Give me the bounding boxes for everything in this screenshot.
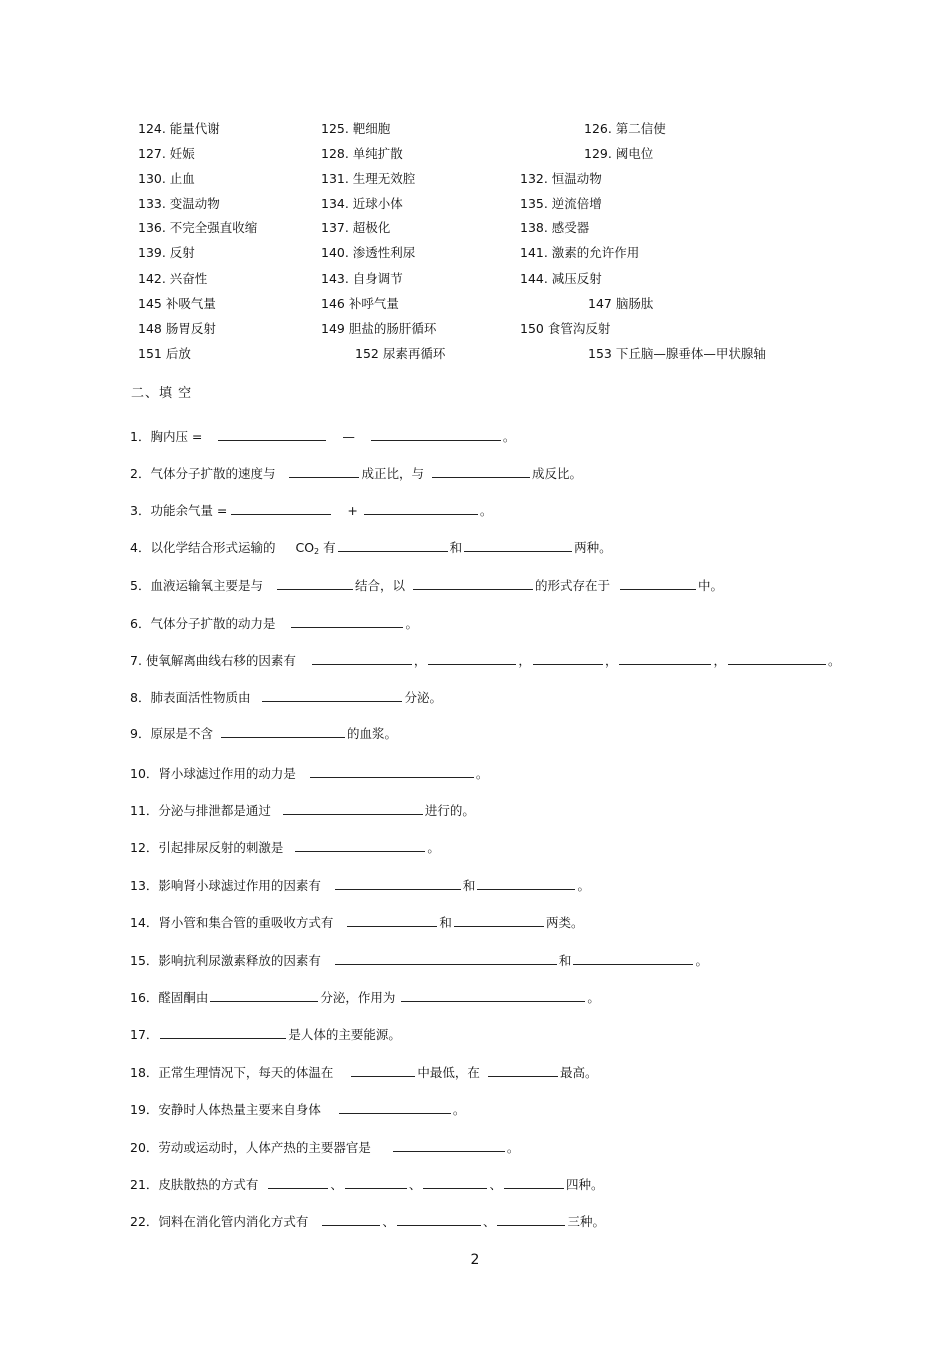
term-item: 133. 变温动物	[138, 196, 220, 211]
question-text: 18．正常生理情况下，每天的体温在	[130, 1065, 334, 1080]
answer-blank[interactable]	[413, 576, 533, 590]
term-item: 139. 反射	[138, 245, 195, 260]
answer-blank[interactable]	[347, 913, 437, 927]
question-item	[130, 1212, 605, 1231]
question-item	[130, 501, 492, 520]
question-text: 和	[558, 953, 572, 968]
term-item: 146 补呼气量	[321, 296, 399, 311]
question-text: 、	[489, 1177, 502, 1192]
question-text: 20．劳动或运动时，人体产热的主要器官是	[130, 1140, 371, 1155]
question-text: 、	[482, 1214, 496, 1229]
question-text: 16．醛固酮由	[130, 990, 209, 1005]
term-item: 131. 生理无效腔	[321, 171, 416, 186]
term-item: 148 肠胃反射	[138, 321, 216, 336]
answer-blank[interactable]	[339, 1100, 451, 1114]
term-item: 132. 恒温动物	[520, 171, 602, 186]
answer-blank[interactable]	[218, 427, 326, 441]
question-text: 中。	[698, 578, 724, 593]
answer-blank[interactable]	[283, 801, 423, 815]
term-item: 142. 兴奋性	[138, 271, 208, 286]
term-item: 129. 阈电位	[584, 146, 654, 161]
answer-blank[interactable]	[371, 427, 501, 441]
answer-blank[interactable]	[619, 651, 711, 665]
answer-blank[interactable]	[464, 538, 572, 552]
answer-blank[interactable]	[533, 651, 603, 665]
term-item: 150 食管沟反射	[520, 321, 611, 336]
question-text: 分泌，作用为	[320, 990, 396, 1005]
question-text: 3．功能余气量 =	[130, 503, 228, 518]
answer-blank[interactable]	[221, 724, 345, 738]
answer-blank[interactable]	[401, 988, 585, 1002]
term-item: 138. 感受器	[520, 220, 590, 235]
question-text: 11．分泌与排泄都是通过	[130, 803, 271, 818]
question-text: 最高。	[559, 1065, 598, 1080]
term-item: 135. 逆流倍增	[520, 196, 602, 211]
question-text: 。	[427, 840, 440, 855]
answer-blank[interactable]	[312, 651, 412, 665]
question-item	[130, 1100, 465, 1119]
term-item: 147 脑肠肽	[588, 296, 654, 311]
question-text: ，	[413, 653, 427, 668]
question-text: ，	[518, 653, 531, 668]
term-item: 127. 妊娠	[138, 146, 195, 161]
question-item	[130, 764, 488, 783]
question-text: 。	[479, 503, 493, 518]
answer-blank[interactable]	[364, 501, 478, 515]
term-item: 143. 自身调节	[321, 271, 403, 286]
answer-blank[interactable]	[310, 764, 474, 778]
term-item: 141. 激素的允许作用	[520, 245, 640, 260]
answer-blank[interactable]	[289, 464, 359, 478]
question-item	[130, 688, 442, 707]
question-text: 和	[439, 915, 452, 930]
question-text: 和	[462, 878, 476, 893]
answer-blank[interactable]	[345, 1175, 407, 1189]
question-text: 三种。	[567, 1214, 605, 1229]
question-text: 中最低，在	[417, 1065, 480, 1080]
question-item	[130, 876, 590, 895]
question-text: 。	[506, 1140, 520, 1155]
answer-blank[interactable]	[210, 988, 318, 1002]
question-text: 15．影响抗利尿激素释放的因素有	[130, 953, 321, 968]
answer-blank[interactable]	[393, 1138, 505, 1152]
answer-blank[interactable]	[322, 1212, 380, 1226]
question-text: 。	[475, 766, 489, 781]
question-text: 22．饲料在消化管内消化方式有	[130, 1214, 309, 1229]
question-item	[130, 1025, 401, 1044]
answer-blank[interactable]	[295, 838, 425, 852]
question-item	[130, 1063, 597, 1082]
question-text: 9．原尿是不含	[130, 726, 213, 741]
question-item	[130, 724, 397, 743]
question-item	[130, 1175, 603, 1194]
question-text: 分泌。	[404, 690, 442, 705]
question-item	[130, 951, 708, 970]
term-item: 126. 第二信使	[584, 121, 666, 136]
question-text: 、	[382, 1214, 395, 1229]
term-item: 136. 不完全强直收缩	[138, 220, 258, 235]
answer-blank[interactable]	[397, 1212, 481, 1226]
question-text: 和	[449, 540, 463, 555]
question-item	[130, 427, 515, 446]
question-text: 。	[502, 429, 516, 444]
question-text: 的血浆。	[346, 726, 397, 741]
question-text: 10．肾小球滤过作用的动力是	[130, 766, 296, 781]
term-item: 134. 近球小体	[321, 196, 403, 211]
answer-blank[interactable]	[428, 651, 516, 665]
question-text: 。	[587, 990, 600, 1005]
term-item: 145 补吸气量	[138, 296, 216, 311]
question-text: 、	[408, 1177, 422, 1192]
answer-blank[interactable]	[277, 576, 353, 590]
question-text: 是人体的主要能源。	[288, 1027, 401, 1042]
question-text: 两类。	[545, 915, 584, 930]
question-item	[130, 1138, 519, 1157]
answer-blank[interactable]	[335, 951, 557, 965]
term-item: 153 下丘脑—腺垂体—甲状腺轴	[588, 346, 766, 361]
question-text: 4．以化学结合形式运输的	[130, 540, 276, 555]
question-text: 。	[452, 1102, 466, 1117]
question-text: —	[342, 429, 355, 444]
question-text: +	[347, 503, 358, 518]
term-item: 124. 能量代谢	[138, 121, 220, 136]
question-item	[130, 464, 582, 483]
question-item	[130, 538, 612, 561]
answer-blank[interactable]	[338, 538, 448, 552]
answer-blank[interactable]	[504, 1175, 564, 1189]
question-text: 12．引起排尿反射的刺激是	[130, 840, 284, 855]
term-item: 125. 靶细胞	[321, 121, 391, 136]
question-text: 13．影响肾小球滤过作用的因素有	[130, 878, 321, 893]
question-text: 成正比，与	[361, 466, 424, 481]
term-item: 151 后放	[138, 346, 191, 361]
question-item	[130, 838, 440, 857]
question-item	[130, 988, 600, 1007]
answer-blank[interactable]	[160, 1025, 286, 1039]
question-text: 5．血液运输氧主要是与	[130, 578, 263, 593]
answer-blank[interactable]	[728, 651, 826, 665]
question-item	[130, 576, 723, 595]
co2-label: $CO_2$	[295, 540, 320, 556]
term-item: 140. 渗透性利尿	[321, 245, 416, 260]
question-text: 两种。	[574, 540, 612, 555]
question-text: ，	[713, 653, 726, 668]
answer-blank[interactable]	[262, 688, 402, 702]
question-text: 6．气体分子扩散的动力是	[130, 616, 276, 631]
answer-blank[interactable]	[291, 614, 403, 628]
question-text: 。	[695, 953, 708, 968]
question-item	[130, 651, 840, 670]
answer-blank[interactable]	[268, 1175, 328, 1189]
answer-blank[interactable]	[497, 1212, 565, 1226]
question-item	[130, 614, 418, 633]
question-text: 有	[323, 540, 336, 555]
question-text: 结合，以	[354, 578, 405, 593]
term-item: 128. 单纯扩散	[321, 146, 403, 161]
answer-blank[interactable]	[432, 464, 530, 478]
answer-blank[interactable]	[351, 1063, 415, 1077]
question-text: 7. 使氧解离曲线右移的因素有	[130, 653, 296, 668]
question-text: 21．皮肤散热的方式有	[130, 1177, 259, 1192]
answer-blank[interactable]	[335, 876, 461, 890]
term-item: 130. 止血	[138, 171, 195, 186]
question-text: 、	[330, 1177, 343, 1192]
question-text: 19．安静时人体热量主要来自身体	[130, 1102, 321, 1117]
answer-blank[interactable]	[477, 876, 575, 890]
term-item: 152 尿素再循环	[355, 346, 446, 361]
section-title: 二、填 空	[131, 386, 193, 401]
question-text: 。	[827, 653, 841, 668]
question-text: 8．肺表面活性物质由	[130, 690, 251, 705]
term-item: 149 胆盐的肠肝循环	[321, 321, 437, 336]
page-number: 2	[470, 1252, 480, 1268]
question-text: 四种。	[565, 1177, 604, 1192]
question-item	[130, 913, 583, 932]
answer-blank[interactable]	[454, 913, 544, 927]
answer-blank[interactable]	[573, 951, 693, 965]
question-text: 的形式存在于	[534, 578, 610, 593]
question-text: 进行的。	[424, 803, 475, 818]
question-text: 1．胸内压 =	[130, 429, 203, 444]
answer-blank[interactable]	[423, 1175, 487, 1189]
answer-blank[interactable]	[231, 501, 331, 515]
answer-blank[interactable]	[488, 1063, 558, 1077]
question-text: 成反比。	[531, 466, 582, 481]
question-text: 14．肾小管和集合管的重吸收方式有	[130, 915, 334, 930]
answer-blank[interactable]	[620, 576, 696, 590]
term-item: 144. 减压反射	[520, 271, 602, 286]
term-item: 137. 超极化	[321, 220, 391, 235]
question-text: 。	[405, 616, 418, 631]
question-text: 17．	[130, 1027, 159, 1042]
question-text: 。	[577, 878, 590, 893]
question-item	[130, 801, 475, 820]
question-text: 2．气体分子扩散的速度与	[130, 466, 276, 481]
question-text: ，	[604, 653, 618, 668]
